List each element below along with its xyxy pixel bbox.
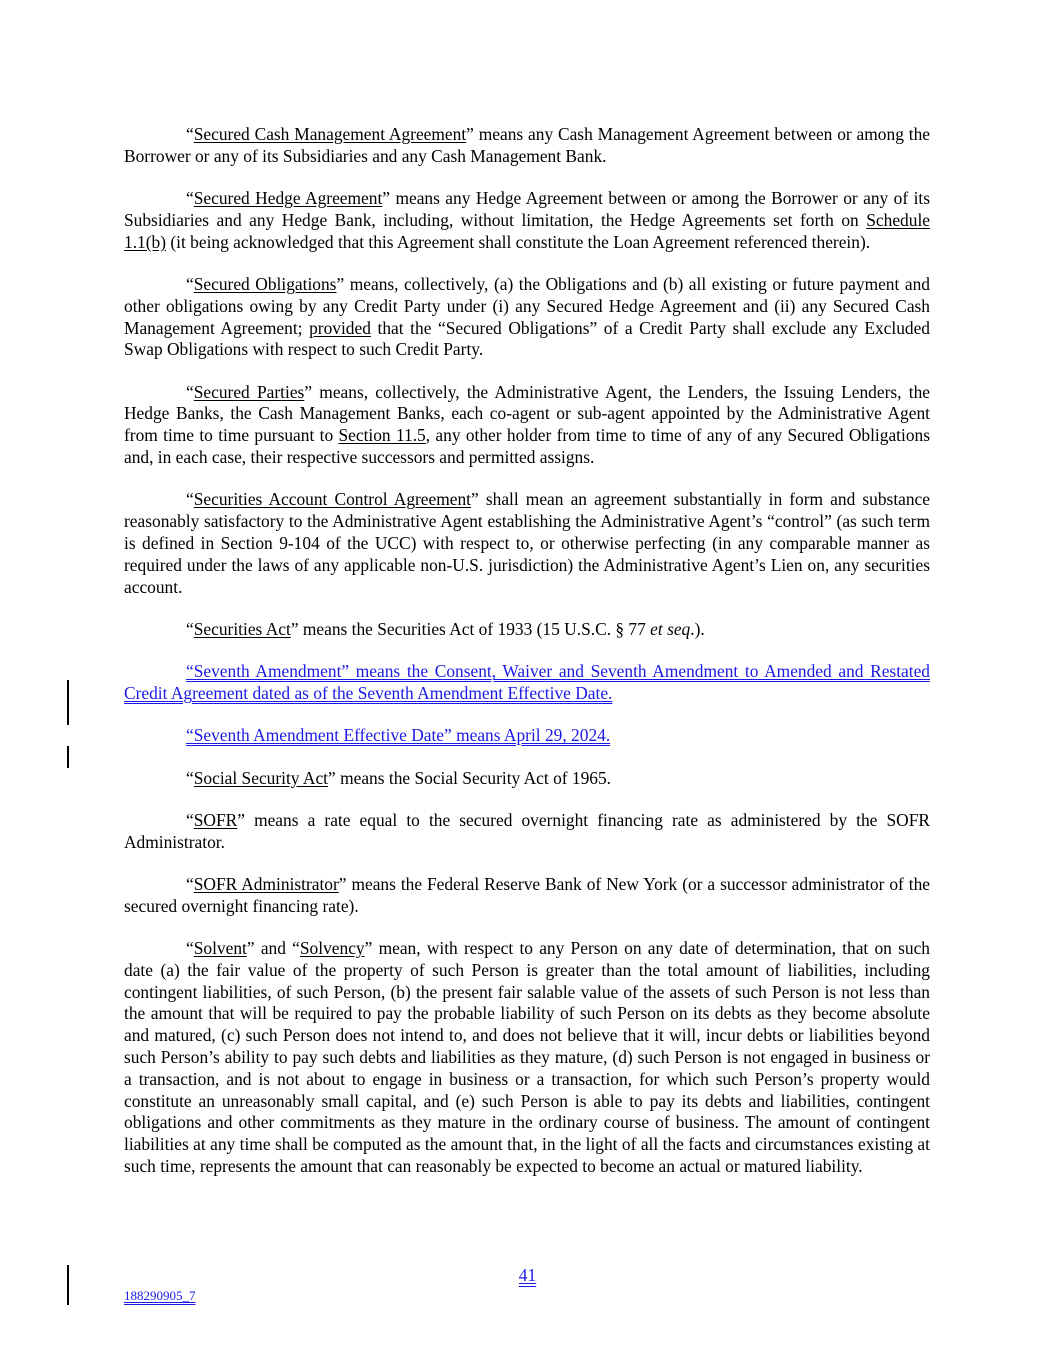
defined-term: SOFR [193,809,238,830]
definition-text: ” means a rate equal to the secured overnight financing rate as administered by the SOFR Administrator. [124,809,930,852]
defined-term: Securities Act [193,618,291,639]
definition-text: “ [186,273,194,294]
definition-text: “ [186,938,194,959]
defined-term: Secured Cash Management Agreement [193,124,467,144]
definition-text: ” means the Social Security Act of 1965. [328,767,612,788]
definition-text: ” means, collectively, the Administrative Agent, the Lenders, the Issuing Lenders, the Hedge Banks, the Cash Management Banks, each co-agent or sub-agent appointed by the Administrative Agent from time to time pursuant to [124,381,930,446]
page-number: 41 [518,1265,537,1285]
definition-secured-hedge [124,188,930,253]
definition-text: (it being acknowledged that this Agreement shall constitute the Loan Agreement referenced therein). [166,231,871,252]
definition-text: “ [186,489,194,510]
defined-term: provided [309,317,371,338]
definition-secured-cash-mgmt [124,124,930,168]
document-body [124,124,930,1198]
definition-text: “ [186,767,194,788]
definition-sofr [124,810,930,854]
definition-secured-parties [124,382,930,469]
defined-term: Section 11.5 [338,425,426,446]
definition-text: “ [186,873,194,894]
definition-text: “ [186,618,194,639]
defined-term: Secured Hedge Agreement [193,188,383,209]
definitions-list [124,124,930,1178]
definition-text: ” means any Cash Management Agreement between or among the Borrower or any of its Subsidiaries and any Cash Management Bank. [124,124,930,166]
definition-social-security-act [124,768,930,790]
change-bar-seventh-amendment [67,680,69,725]
definition-text: .). [690,618,705,639]
definition-text: “Seventh Amendment” means the Consent, Waiver and Seventh Amendment to Amended and Restated Credit Agreement dated as of the Seventh Amendment Effective Date. [124,661,930,703]
definition-seventh-amendment-effective-date [124,725,930,747]
defined-term: Secured Obligations [193,273,337,294]
italic-text: et seq [650,618,691,639]
definition-text: that the “Secured Obligations” of a Credit Party shall exclude any Excluded Swap Obligations with respect to such Credit Party. [124,317,930,360]
definition-sofr-administrator [124,874,930,918]
definition-solvent [124,938,930,1178]
definition-text: “ [186,381,194,402]
definition-text: ” means the Federal Reserve Bank of New York (or a successor administrator of the secured overnight financing rate). [124,873,930,916]
defined-term: Securities Account Control Agreement [193,489,472,510]
defined-term: Social Security Act [193,767,329,788]
definition-text: “ [186,124,194,144]
definition-secured-obligations [124,274,930,361]
definition-text: “ [186,188,194,209]
definition-seventh-amendment [124,661,930,705]
definition-text: ” and “ [246,938,300,959]
change-bar-effective-date [67,746,69,768]
definition-text: , any other holder from time to time of any of any Secured Obligations and, in each case, their respective successors and permitted assigns. [124,425,930,468]
definition-text: ” shall mean an agreement substantially in form and substance reasonably satisfactory to the Administrative Agent establishing the Administrative Agent’s “control” (as such term is defined in Section 9-104 of the UCC) with respect to, or otherwise perfecting (in any comparable manner as required under the laws of any applicable non-U.S. jurisdiction) the Administrative Agent’s Lien on, any securities account. [124,489,930,597]
definition-text: ” means, collectively, (a) the Obligations and (b) all existing or future payment and other obligations owing by any Credit Party under (i) any Secured Hedge Agreement and (ii) any Secured Cash Management Agreement; [124,273,930,338]
definition-text: ” means the Securities Act of 1933 (15 U.S.C. § 77 [290,618,651,639]
definition-securities-account-control [124,489,930,598]
definition-securities-act [124,619,930,641]
definition-text: ” means any Hedge Agreement between or among the Borrower or any of its Subsidiaries and any Hedge Bank, including, without limitation, the Hedge Agreements set forth on [124,188,930,230]
definition-text: “Seventh Amendment Effective Date” means April 29, 2024. [186,725,611,746]
defined-term: Secured Parties [193,381,305,402]
defined-term: Solvent [193,938,247,959]
document-id: 188290905_7 [124,1288,196,1303]
definition-text: “ [186,809,194,830]
defined-term: Solvency [299,938,365,959]
defined-term: SOFR Administrator [193,873,339,894]
definition-text: ” mean, with respect to any Person on any date of determination, that on such date (a) the fair value of the property of such Person is greater than the total amount of liabilities, including contingent liabilities, of such Person, (b) the present fair salable value of the assets of such Person is not less than the amount that will be required to pay the probable liability of such Person on its debts as they become absolute and matured, (c) such Person does not intend to, and does not believe that it will, incur debts or liabilities beyond such Person’s ability to pay such debts and liabilities as they mature, (d) such Person is not engaged in business or a transaction, and is not about to engage in business or a transaction, for which such Person’s property would constitute an unreasonably small capital, and (e) such Person is able to pay its debts and liabilities, contingent obligations and other commitments as they mature in the ordinary course of business. The amount of contingent liabilities at any time shall be computed as the amount that, in the light of all the facts and circumstances existing at such time, represents the amount that can reasonably be expected to become an actual or matured liability. [124,938,930,1176]
defined-term: Schedule 1.1(b) [124,209,930,252]
